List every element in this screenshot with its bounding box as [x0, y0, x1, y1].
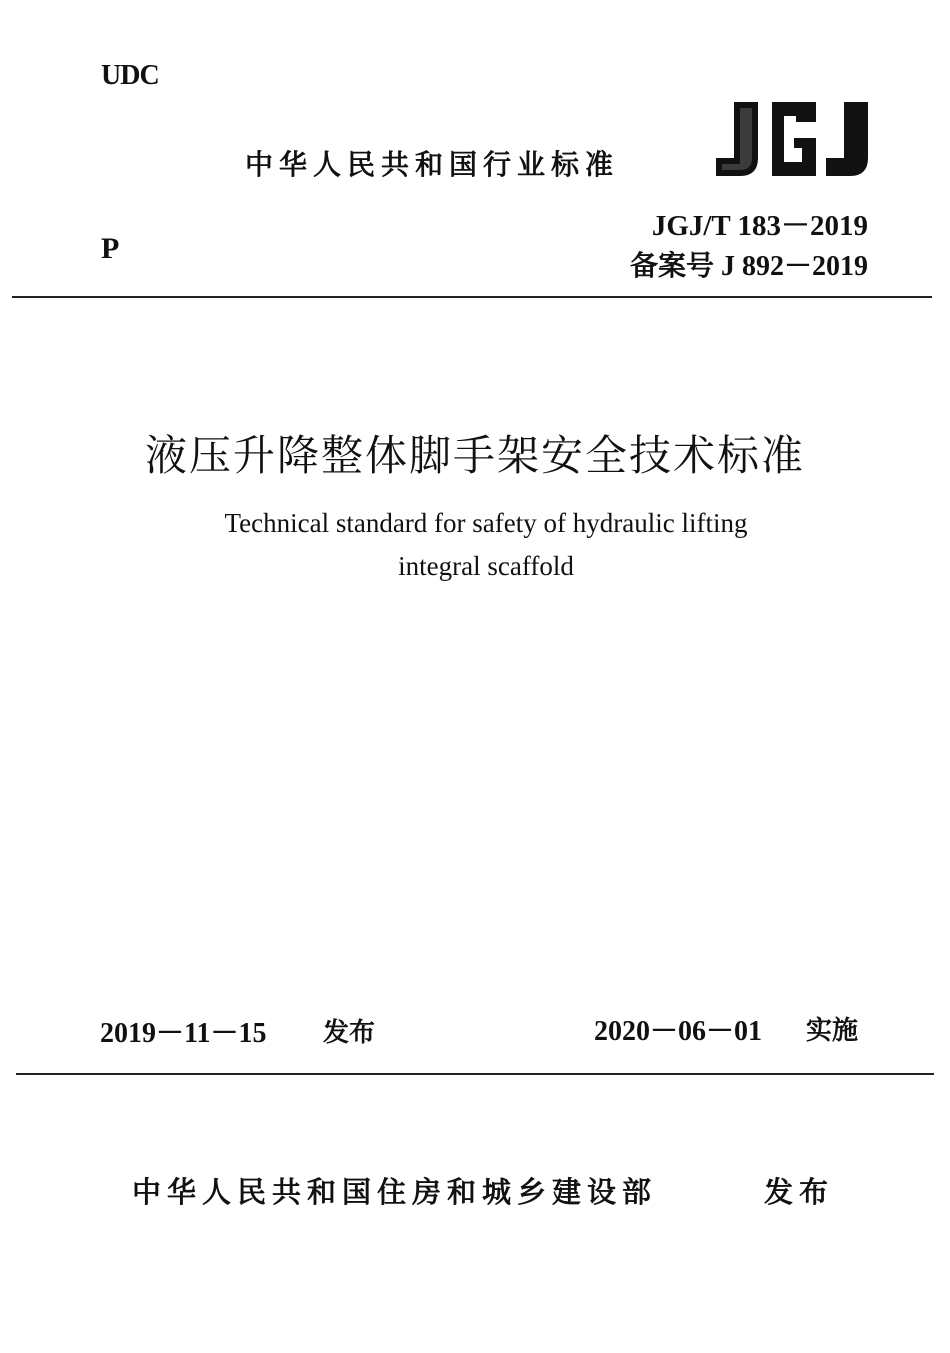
issue-date: 2019－11－15 [100, 1018, 267, 1049]
classification-code: P [101, 232, 120, 265]
title-chinese: 液压升降整体脚手架安全技术标准 [144, 431, 805, 480]
header-divider [12, 296, 932, 298]
publisher: 中华人民共和国住房和城乡建设部 [132, 1175, 658, 1209]
jgj-logo [712, 98, 872, 180]
implementation-label: 实施 [806, 1016, 859, 1046]
title-english-line2: integral scaffold [398, 551, 574, 581]
standard-number: JGJ/T 183－2019 [651, 210, 868, 242]
record-number: 备案号 J 892－2019 [629, 251, 868, 282]
publish-label: 发布 [764, 1175, 835, 1209]
implementation-date: 2020－06－01 [594, 1016, 763, 1047]
title-english-line1: Technical standard for safety of hydraulic lifting [224, 508, 748, 538]
issue-label: 发布 [323, 1018, 376, 1048]
udc-label: UDC [101, 60, 159, 91]
footer-divider [16, 1073, 934, 1075]
industry-standard-heading: 中华人民共和国行业标准 [245, 148, 620, 181]
